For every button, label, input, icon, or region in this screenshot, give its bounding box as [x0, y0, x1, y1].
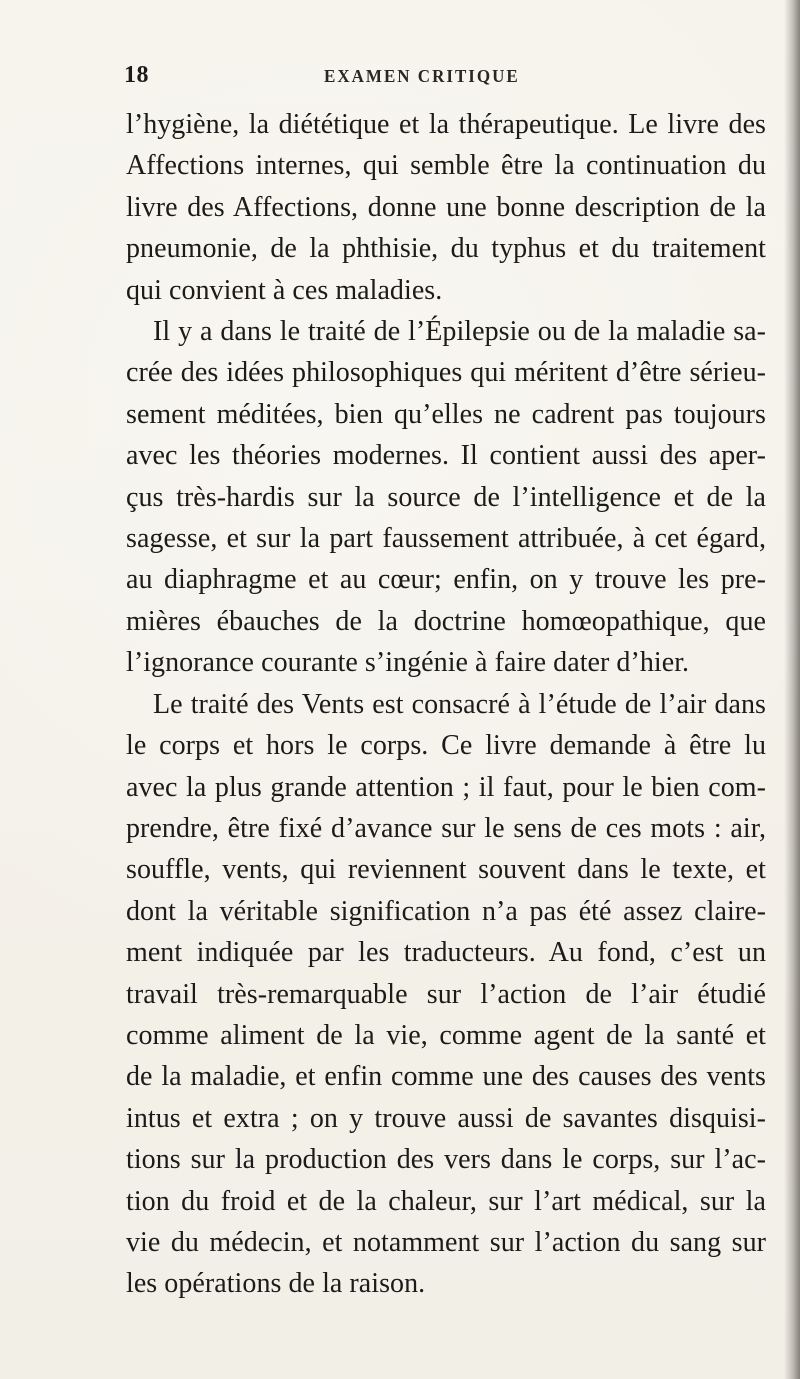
text-line: l’hygiène, la diététique et la thérapeutique. Le livre des: [126, 109, 766, 140]
text-line: prendre, être fixé d’avance sur le sens de ces mots : air,: [126, 812, 766, 844]
page-header: [124, 62, 764, 94]
text-line: pneumonie, de la phthisie, du typhus et du traitement: [126, 233, 766, 265]
text-line: crée des idées philosophiques qui méritent d’être sérieu-: [126, 357, 766, 389]
page-edge-shadow: [784, 0, 800, 1379]
text-line: au diaphragme et au cœur; enfin, on y trouve les pre-: [126, 564, 766, 596]
text-line: le corps et hors le corps. Ce livre demande à être lu: [126, 730, 766, 762]
text-line: tions sur la production des vers dans le corps, sur l’ac-: [126, 1144, 766, 1176]
text-line: les opérations de la raison.: [126, 1268, 426, 1300]
text-line: dont la véritable signification n’a pas été assez claire-: [126, 895, 766, 927]
text-line: vie du médecin, et notamment sur l’action du sang sur: [126, 1226, 766, 1258]
running-head: EXAMEN CRITIQUE: [324, 66, 520, 87]
text-line: comme aliment de la vie, comme agent de la santé et: [126, 1019, 766, 1051]
text-line: travail très-remarquable sur l’action de l’air étudié: [126, 978, 766, 1010]
text-line: avec la plus grande attention ; il faut, pour le bien com-: [126, 771, 766, 803]
text-line: ment indiquée par les traducteurs. Au fond, c’est un: [126, 937, 766, 969]
text-line: Le traité des Vents est consacré à l’étude de l’air dans: [153, 688, 766, 720]
text-line: souffle, vents, qui reviennent souvent dans le texte, et: [126, 854, 766, 886]
page-number: 18: [124, 62, 149, 88]
text-line: intus et extra ; on y trouve aussi de savantes disquisi-: [126, 1102, 766, 1134]
text-line: tion du froid et de la chaleur, sur l’art médical, sur la: [126, 1185, 766, 1217]
body-text: [126, 104, 766, 1305]
text-line: mières ébauches de la doctrine homœopathique, que: [126, 605, 766, 637]
text-line: sement méditées, bien qu’elles ne cadrent pas toujours: [126, 398, 766, 430]
text-line: sagesse, et sur la part faussement attribuée, à cet égard,: [126, 523, 766, 555]
text-line: de la maladie, et enfin comme une des causes des vents: [126, 1061, 766, 1093]
text-line: l’ignorance courante s’ingénie à faire dater d’hier.: [126, 647, 690, 679]
text-line: qui convient à ces maladies.: [126, 274, 443, 306]
text-line: Il y a dans le traité de l’Épilepsie ou de la maladie sa-: [153, 316, 766, 348]
text-line: çus très-hardis sur la source de l’intelligence et de la: [126, 481, 766, 513]
text-line: Affections internes, qui semble être la continuation du: [126, 150, 766, 182]
text-line: avec les théories modernes. Il contient aussi des aper-: [126, 440, 766, 472]
text-line: livre des Affections, donne une bonne description de la: [126, 191, 766, 223]
